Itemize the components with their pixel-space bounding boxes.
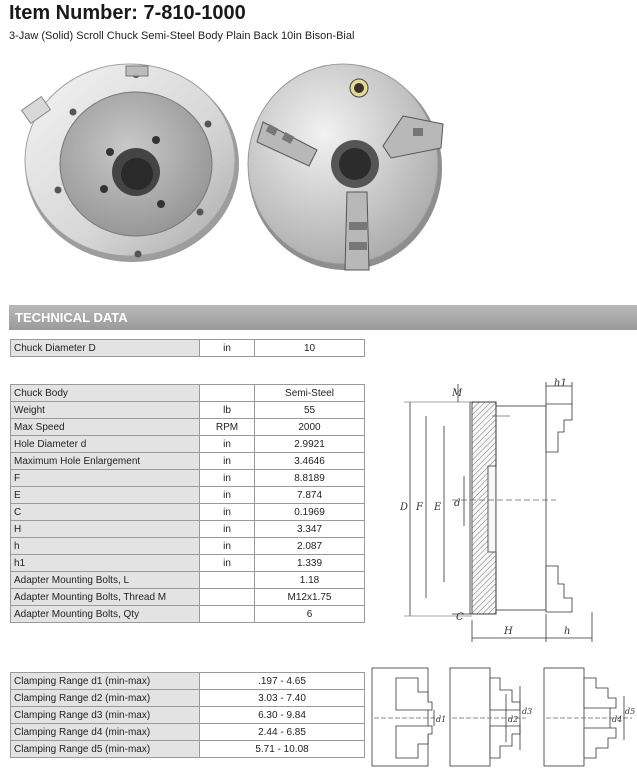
spec-unit: in [200, 340, 255, 357]
spec-unit: in [200, 470, 255, 487]
technical-data-header: TECHNICAL DATA [9, 305, 637, 330]
table-row [11, 340, 365, 357]
chuck-front-photo [243, 52, 443, 274]
chuck-back-photo [18, 52, 240, 264]
spec-label: F [11, 470, 200, 487]
spec-label: Adapter Mounting Bolts, Qty [11, 606, 200, 623]
dim-label-m: M [452, 388, 463, 399]
range-label: Clamping Range d5 (min-max) [11, 741, 200, 758]
spec-unit: lb [200, 402, 255, 419]
range-value: .197 - 4.65 [200, 673, 365, 690]
table-row [11, 741, 365, 758]
clamp-label-d3: d3 [522, 707, 533, 716]
table-row [11, 724, 365, 741]
spec-unit [200, 572, 255, 589]
spec-unit: in [200, 436, 255, 453]
spec-label: E [11, 487, 200, 504]
range-value: 5.71 - 10.08 [200, 741, 365, 758]
table-row [11, 453, 365, 470]
table-row [11, 521, 365, 538]
table-row [11, 690, 365, 707]
item-number-title: Item Number: 7-810-1000 [9, 2, 246, 24]
spec-label: Hole Diameter d [11, 436, 200, 453]
spec-unit: in [200, 538, 255, 555]
spec-unit: RPM [200, 419, 255, 436]
clamping-range-table [10, 672, 365, 758]
spec-value: 3.4646 [255, 453, 365, 470]
spec-label: Adapter Mounting Bolts, L [11, 572, 200, 589]
clamp-label-d4: d4 [612, 715, 623, 724]
clamp-label-d1: d1 [436, 715, 447, 724]
spec-label: Max Speed [11, 419, 200, 436]
table-row [11, 538, 365, 555]
dim-label-c: C [456, 612, 464, 623]
spec-label: h1 [11, 555, 200, 572]
spec-value: 1.339 [255, 555, 365, 572]
spec-unit: in [200, 487, 255, 504]
spec-value: 55 [255, 402, 365, 419]
spec-value: 2.9921 [255, 436, 365, 453]
spec-value: 6 [255, 606, 365, 623]
range-value: 2.44 - 6.85 [200, 724, 365, 741]
spec-unit: in [200, 453, 255, 470]
range-value: 3.03 - 7.40 [200, 690, 365, 707]
spec-unit [200, 606, 255, 623]
dim-label-h-jaw: h [564, 626, 571, 637]
range-label: Clamping Range d3 (min-max) [11, 707, 200, 724]
spec-label: Adapter Mounting Bolts, Thread M [11, 589, 200, 606]
spec-value: 7.874 [255, 487, 365, 504]
range-label: Clamping Range d4 (min-max) [11, 724, 200, 741]
spec-value: 8.8189 [255, 470, 365, 487]
spec-value: 3.347 [255, 521, 365, 538]
spec-label: C [11, 504, 200, 521]
range-label: Clamping Range d1 (min-max) [11, 673, 200, 690]
table-row [11, 707, 365, 724]
spec-unit [200, 385, 255, 402]
table-row [11, 606, 365, 623]
dim-label-d-hole: d [454, 498, 461, 509]
dim-label-e: E [434, 502, 442, 513]
spec-unit: in [200, 521, 255, 538]
item-description: 3-Jaw (Solid) Scroll Chuck Semi-Steel Body Plain Back 10in Bison-Bial [9, 30, 355, 42]
table-row [11, 470, 365, 487]
table-row [11, 436, 365, 453]
clamp-label-d2: d2 [508, 715, 519, 724]
spec-table [10, 384, 365, 623]
dim-label-h-body: H [504, 626, 513, 637]
table-row [11, 487, 365, 504]
table-row [11, 385, 365, 402]
table-row [11, 555, 365, 572]
spec-value: 1.18 [255, 572, 365, 589]
range-label: Clamping Range d2 (min-max) [11, 690, 200, 707]
spec-value: 10 [255, 340, 365, 357]
spec-label: Weight [11, 402, 200, 419]
dim-label-h1: h1 [554, 378, 567, 389]
clamp-label-d5: d5 [625, 707, 636, 716]
clamping-range-drawings [370, 666, 634, 770]
spec-label: Chuck Body [11, 385, 200, 402]
spec-label: Maximum Hole Enlargement [11, 453, 200, 470]
range-value: 6.30 - 9.84 [200, 707, 365, 724]
spec-value: M12x1.75 [255, 589, 365, 606]
spec-unit: in [200, 555, 255, 572]
dim-label-f: F [416, 502, 423, 513]
spec-label: H [11, 521, 200, 538]
table-row [11, 589, 365, 606]
dim-label-d-outer: D [400, 502, 409, 513]
table-row [11, 402, 365, 419]
spec-value: 2.087 [255, 538, 365, 555]
table-row [11, 504, 365, 521]
spec-value: Semi-Steel [255, 385, 365, 402]
table-row [11, 572, 365, 589]
spec-label: Chuck Diameter D [11, 340, 200, 357]
diameter-table [10, 339, 365, 357]
table-row [11, 673, 365, 690]
spec-value: 0.1969 [255, 504, 365, 521]
spec-unit: in [200, 504, 255, 521]
spec-label: h [11, 538, 200, 555]
spec-unit [200, 589, 255, 606]
dimension-drawing [392, 376, 632, 646]
spec-value: 2000 [255, 419, 365, 436]
table-row [11, 419, 365, 436]
